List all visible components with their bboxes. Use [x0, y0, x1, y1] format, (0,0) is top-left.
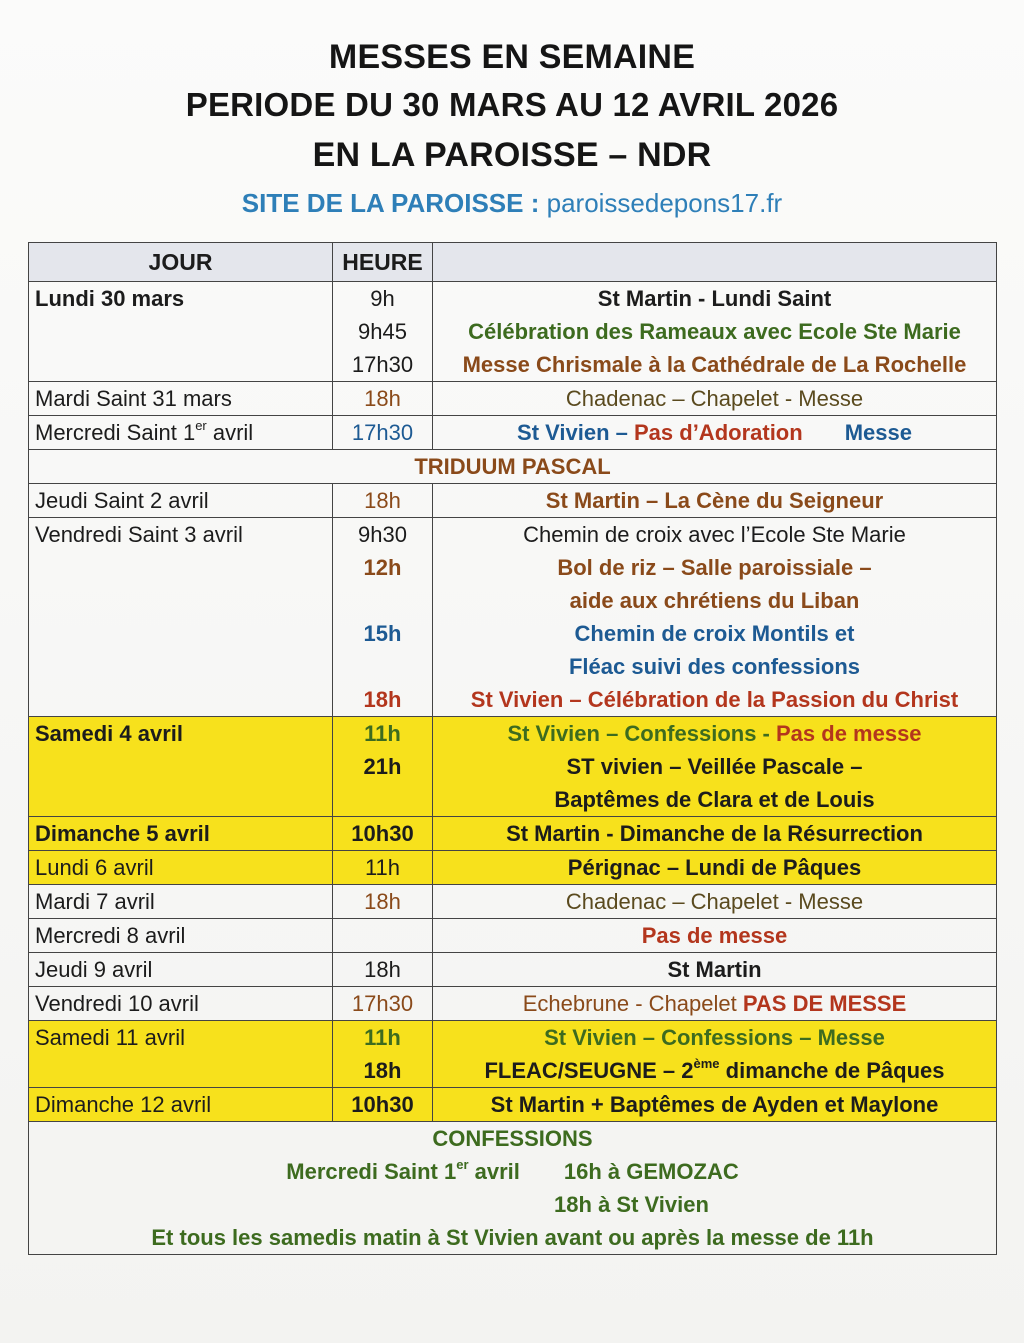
day-text-rest: avril — [206, 420, 254, 445]
time-value: 9h45 — [358, 319, 407, 344]
event-text: dimanche de Pâques — [719, 1058, 945, 1083]
table-row — [29, 1021, 997, 1088]
event-text: Fléac suivi des confessions — [568, 654, 860, 679]
table-row — [29, 382, 997, 416]
confessions-day: Mercredi Saint 1 — [286, 1159, 457, 1184]
event-cell: Pérignac – Lundi de Pâques — [433, 851, 997, 885]
time-cell: 18h — [333, 885, 433, 919]
event-text: Célébration des Rameaux avec Ecole Ste Marie — [468, 319, 961, 344]
table-row — [29, 851, 997, 885]
table-row — [29, 1088, 997, 1122]
event-text: Chemin de croix avec l’Ecole Ste Marie — [523, 522, 906, 547]
event-cell: St Martin — [433, 953, 997, 987]
event-text: Pas de messe — [776, 721, 922, 746]
day-cell: Lundi 30 mars — [29, 282, 333, 382]
time-cell — [333, 282, 433, 382]
time-cell: 10h30 — [333, 1088, 433, 1122]
day-cell: Vendredi Saint 3 avril — [29, 518, 333, 717]
confessions-slot-2: 18h à St Vivien — [554, 1192, 709, 1217]
time-value: 9h — [370, 286, 395, 311]
table-row — [29, 518, 997, 717]
col-event-header — [433, 243, 997, 282]
table-row — [29, 282, 997, 382]
day-cell: Samedi 11 avril — [29, 1021, 333, 1088]
table-row — [29, 953, 997, 987]
event-cell: St Martin – La Cène du Seigneur — [433, 484, 997, 518]
time-value: 18h — [363, 687, 402, 712]
event-text: Echebrune - Chapelet — [522, 991, 743, 1016]
event-text: aide aux chrétiens du Liban — [569, 588, 860, 613]
time-cell — [333, 717, 433, 817]
confessions-title: CONFESSIONS — [432, 1126, 593, 1151]
col-day-header: JOUR — [29, 243, 333, 282]
time-value: 9h30 — [358, 522, 407, 547]
day-cell: Mardi 7 avril — [29, 885, 333, 919]
time-cell: 11h — [333, 851, 433, 885]
table-row — [29, 919, 997, 953]
event-cell: Chadenac – Chapelet - Messe — [433, 382, 997, 416]
event-text: St Vivien – — [517, 420, 628, 445]
event-text: Pas d’Adoration — [627, 420, 803, 445]
day-superscript: er — [195, 418, 207, 433]
time-cell — [333, 919, 433, 953]
event-text: Messe Chrismale à la Cathédrale de La Rochelle — [462, 352, 967, 377]
time-value — [339, 584, 426, 617]
time-value: 17h30 — [351, 352, 414, 377]
event-text: Baptêmes de Clara et de Louis — [554, 787, 875, 812]
confessions-day-superscript: er — [456, 1157, 469, 1172]
site-url-link[interactable]: paroissedepons17.fr — [546, 188, 783, 218]
event-text: Messe — [844, 420, 912, 445]
event-cell — [433, 416, 997, 450]
event-text: St Martin - Lundi Saint — [597, 286, 832, 311]
event-text: St Vivien – Confessions - — [507, 721, 776, 746]
event-cell: Chadenac – Chapelet - Messe — [433, 885, 997, 919]
confessions-note: Et tous les samedis matin à St Vivien avant ou après la messe de 11h — [151, 1225, 874, 1250]
table-row — [29, 484, 997, 518]
time-cell: 10h30 — [333, 817, 433, 851]
event-text: ST vivien – Veillée Pascale – — [566, 754, 863, 779]
event-text: St Vivien – Confessions – Messe — [544, 1025, 885, 1050]
confessions-cell — [29, 1122, 997, 1255]
triduum-heading: TRIDUUM PASCAL — [29, 450, 997, 484]
event-cell — [433, 282, 997, 382]
time-value: 11h — [364, 721, 401, 746]
time-value: 18h — [363, 1058, 402, 1083]
day-cell: Jeudi Saint 2 avril — [29, 484, 333, 518]
title-line-3: EN LA PAROISSE – NDR — [312, 136, 712, 174]
day-cell: Lundi 6 avril — [29, 851, 333, 885]
table-row — [29, 416, 997, 450]
confessions-slot-line — [35, 1188, 990, 1221]
confessions-row — [29, 1122, 997, 1255]
time-cell: 17h30 — [333, 416, 433, 450]
event-cell — [433, 717, 997, 817]
time-cell: 18h — [333, 484, 433, 518]
event-cell — [433, 518, 997, 717]
event-cell: St Martin - Dimanche de la Résurrection — [433, 817, 997, 851]
event-text: PAS DE MESSE — [742, 991, 907, 1016]
event-cell — [433, 987, 997, 1021]
day-cell: Vendredi 10 avril — [29, 987, 333, 1021]
event-superscript: ème — [693, 1056, 720, 1071]
table-row — [29, 450, 997, 484]
time-value: 12h — [363, 555, 402, 580]
table-row — [29, 817, 997, 851]
event-text: St Vivien – Célébration de la Passion du Christ — [470, 687, 959, 712]
table-header-row — [29, 243, 997, 282]
event-cell: St Martin + Baptêmes de Ayden et Maylone — [433, 1088, 997, 1122]
table-row — [29, 717, 997, 817]
time-value: 11h — [364, 1025, 401, 1050]
col-time-header: HEURE — [333, 243, 433, 282]
event-text: Bol de riz – Salle paroissiale – — [557, 555, 872, 580]
day-cell: Dimanche 12 avril — [29, 1088, 333, 1122]
site-label: SITE DE LA PAROISSE : — [241, 188, 540, 218]
time-cell — [333, 1021, 433, 1088]
confessions-slot-1: 16h à GEMOZAC — [563, 1159, 739, 1184]
time-cell: 18h — [333, 382, 433, 416]
day-cell: Samedi 4 avril — [29, 717, 333, 817]
day-text: Mercredi Saint 1 — [35, 420, 196, 445]
confessions-day-line — [35, 1155, 990, 1188]
day-cell: Mercredi 8 avril — [29, 919, 333, 953]
event-cell: Pas de messe — [433, 919, 997, 953]
time-cell — [333, 518, 433, 717]
event-cell — [433, 1021, 997, 1088]
time-value: 15h — [363, 621, 402, 646]
title-line-1: MESSES EN SEMAINE — [328, 38, 696, 76]
time-cell: 17h30 — [333, 987, 433, 1021]
parish-site — [0, 188, 1024, 219]
day-cell: Jeudi 9 avril — [29, 953, 333, 987]
day-cell: Mardi Saint 31 mars — [29, 382, 333, 416]
table-row — [29, 885, 997, 919]
day-cell — [29, 416, 333, 450]
time-cell: 18h — [333, 953, 433, 987]
schedule-table — [28, 242, 997, 1255]
table-row — [29, 987, 997, 1021]
time-value — [339, 650, 426, 683]
time-value: 21h — [363, 754, 402, 779]
title-line-2: PERIODE DU 30 MARS AU 12 AVRIL 2026 — [185, 86, 839, 123]
day-cell: Dimanche 5 avril — [29, 817, 333, 851]
confessions-day-rest: avril — [468, 1159, 520, 1184]
event-text: FLEAC/SEUGNE – 2 — [484, 1058, 694, 1083]
event-text: Chemin de croix Montils et — [574, 621, 855, 646]
